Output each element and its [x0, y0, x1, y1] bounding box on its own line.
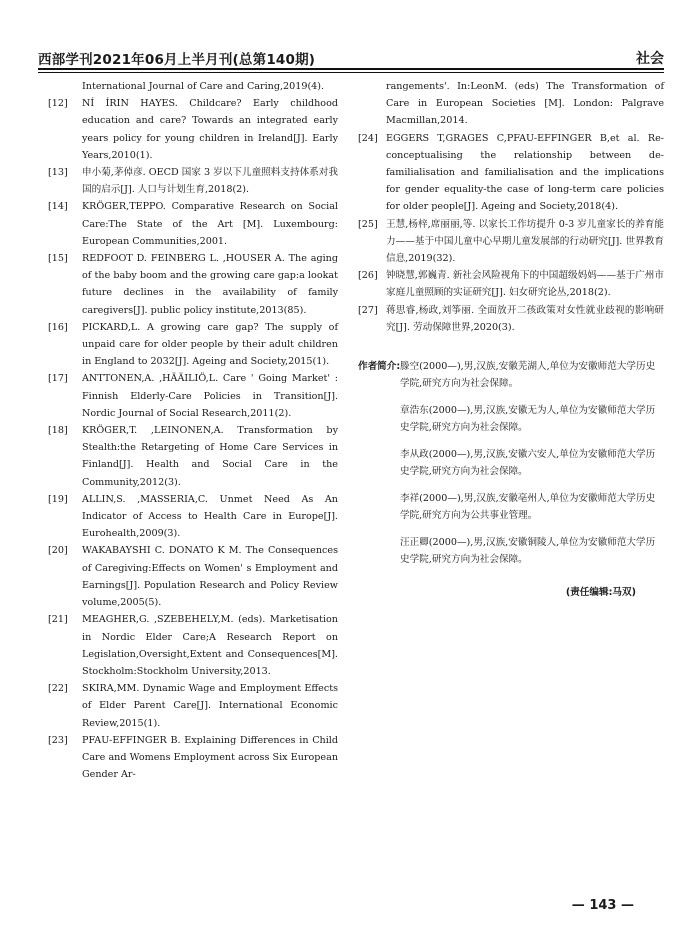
reference-number: [21] [48, 614, 68, 626]
author-bio-label: 作者简介: [358, 361, 401, 373]
right-column [358, 78, 664, 602]
reference-item [48, 370, 338, 422]
reference-text: 蒋思睿,杨政,刘筝丽. 全面放开二孩政策对女性就业歧视的影响研究[J]. 劳动保障世界,2020(3). [386, 304, 664, 333]
reference-number: [27] [358, 304, 378, 316]
author-bio [358, 358, 664, 602]
reference-item [48, 198, 338, 250]
reference-number: [20] [48, 545, 68, 557]
author-list [358, 358, 664, 568]
reference-text: International Journal of Care and Caring,2019(4). [82, 81, 325, 92]
reference-item [358, 302, 664, 336]
reference-number: [19] [48, 493, 68, 505]
header-rule-thick [38, 68, 664, 70]
author-entry: 章浩东(2000—),男,汉族,安徽无为人,单位为安徽师范大学历史学院,研究方向为社会保障。 [400, 405, 656, 434]
section-name: 社会 [636, 51, 664, 67]
reference-item [48, 78, 338, 95]
page-header [38, 46, 664, 68]
reference-text: EGGERS T,GRAGES C,PFAU-EFFINGER B,et al. Re-conceptualising the relationship between de-familialisation and familialisation and the implications for gender equality-the case of long-term care policies for older people[J]. Ageing and Society,2018(4). [386, 132, 664, 213]
reference-text: 王慧,杨梓,席丽丽,等. 以家长工作坊提升 0-3 岁儿童家长的养育能力——基于中国儿童中心早期儿童发展部的行动研究[J]. 世界教育信息,2019(32). [386, 218, 664, 265]
reference-text: 申小菊,茅倬彦. OECD 国家 3 岁以下儿童照料支持体系对我国的启示[J]. 人口与计划生育,2018(2). [82, 167, 338, 196]
reference-text: 钟晓慧,郭巍青. 新社会风险视角下的中国超级妈妈——基于广州市家庭儿童照顾的实证研究[J]. 妇女研究论丛,2018(2). [386, 270, 664, 299]
reference-number: [16] [48, 321, 68, 333]
reference-number: [17] [48, 373, 68, 385]
right-references [358, 78, 664, 336]
left-column [48, 78, 338, 783]
reference-item [48, 680, 338, 732]
journal-title: 西部学刊2021年06月上半月刊(总第140期) [38, 52, 316, 68]
reference-number: [13] [48, 167, 68, 179]
reference-text: SKIRA,MM. Dynamic Wage and Employment Effects of Elder Parent Care[J]. International Economic Review,2015(1). [82, 683, 338, 729]
reference-text: REDFOOT D. FEINBERG L. ,HOUSER A. The aging of the baby boom and the growing care gap:a lookat future declines in the availability of family caregivers[J]. public policy institute,2013(85). [82, 253, 338, 316]
author-entry: 李祥(2000—),男,汉族,安徽亳州人,单位为安徽师范大学历史学院,研究方向为公共事业管理。 [400, 493, 656, 522]
reference-number: [15] [48, 253, 68, 265]
reference-number: [23] [48, 734, 68, 746]
reference-item [48, 164, 338, 198]
reference-number: [14] [48, 201, 68, 213]
reference-item [48, 611, 338, 680]
reference-number: [12] [48, 98, 68, 110]
author-entry: 滕空(2000—),男,汉族,安徽芜湖人,单位为安徽师范大学历史学院,研究方向为社会保障。 [400, 361, 656, 390]
reference-text: KRÖGER,TEPPO. Comparative Research on Social Care:The State of the Art [M]. Luxembourg: European Communities,2001. [82, 201, 338, 247]
reference-item [48, 95, 338, 164]
reference-number: [24] [358, 132, 378, 144]
page-number: — 143 — [571, 898, 634, 913]
author-entry: 李从政(2000—),男,汉族,安徽六安人,单位为安徽师范大学历史学院,研究方向为社会保障。 [400, 449, 656, 478]
reference-text: WAKABAYSHI C. DONATO K M. The Consequences of Caregiving:Effects on Women' s Employment and Earnings[J]. Population Research and Policy Review volume,2005(5). [82, 545, 338, 609]
reference-item [48, 319, 338, 371]
reference-item [48, 732, 338, 784]
author-entry: 汪正卿(2000—),男,汉族,安徽铜陵人,单位为安徽师范大学历史学院,研究方向为社会保障。 [400, 537, 656, 566]
reference-text: NÍ ÍRIN HAYES. Childcare? Early childhood education and care? Towards an integrated early years policy for young children in Ireland[J]. Early Years,2010(1). [82, 98, 338, 161]
reference-item [48, 250, 338, 319]
reference-item [358, 130, 664, 216]
reference-number: [22] [48, 683, 68, 695]
reference-text: ALLIN,S. ,MASSERIA,C. Unmet Need As An Indicator of Access to Health Care in Europe[J]. Eurohealth,2009(3). [82, 493, 338, 540]
reference-item [358, 267, 664, 301]
reference-text: rangements'. In:LeonM. (eds) The Transformation of Care in European Societies [M]. London: Palgrave Macmillan,2014. [386, 81, 664, 127]
reference-item [358, 216, 664, 268]
responsible-editor: (责任编辑:马双) [565, 587, 636, 599]
reference-number: [26] [358, 270, 378, 282]
reference-text: PICKARD,L. A growing care gap? The supply of unpaid care for older people by their adult children in England to 2032[J]. Ageing and Society,2015(1). [82, 321, 338, 368]
header-rule-thin [38, 72, 664, 73]
reference-text: PFAU-EFFINGER B. Explaining Differences in Child Care and Womens Employment across Six European Gender Ar- [82, 734, 338, 781]
reference-text: MEAGHER,G. ,SZEBEHELY,M. (eds). Marketisation in Nordic Elder Care;A Research Report on Legislation,Oversight,Extent and Consequences[M]. Stockholm:Stockholm University,2013. [82, 614, 338, 677]
reference-item [48, 542, 338, 611]
reference-number: [25] [358, 218, 378, 230]
reference-item [48, 422, 338, 491]
reference-text: ANTTONEN,A. ,HÄÄILIÖ,L. Care ' Going Market' : Finnish Elderly-Care Policies in Transition[J]. Nordic Journal of Social Research,2011(2). [82, 373, 338, 419]
reference-number: [18] [48, 425, 68, 437]
reference-item [358, 78, 664, 130]
reference-item [48, 491, 338, 543]
reference-text: KRÖGER,T. ,LEINONEN,A. Transformation by Stealth:the Retargeting of Home Care Services in Finland[J]. Health and Social Care in the Community,2012(3). [82, 425, 338, 488]
